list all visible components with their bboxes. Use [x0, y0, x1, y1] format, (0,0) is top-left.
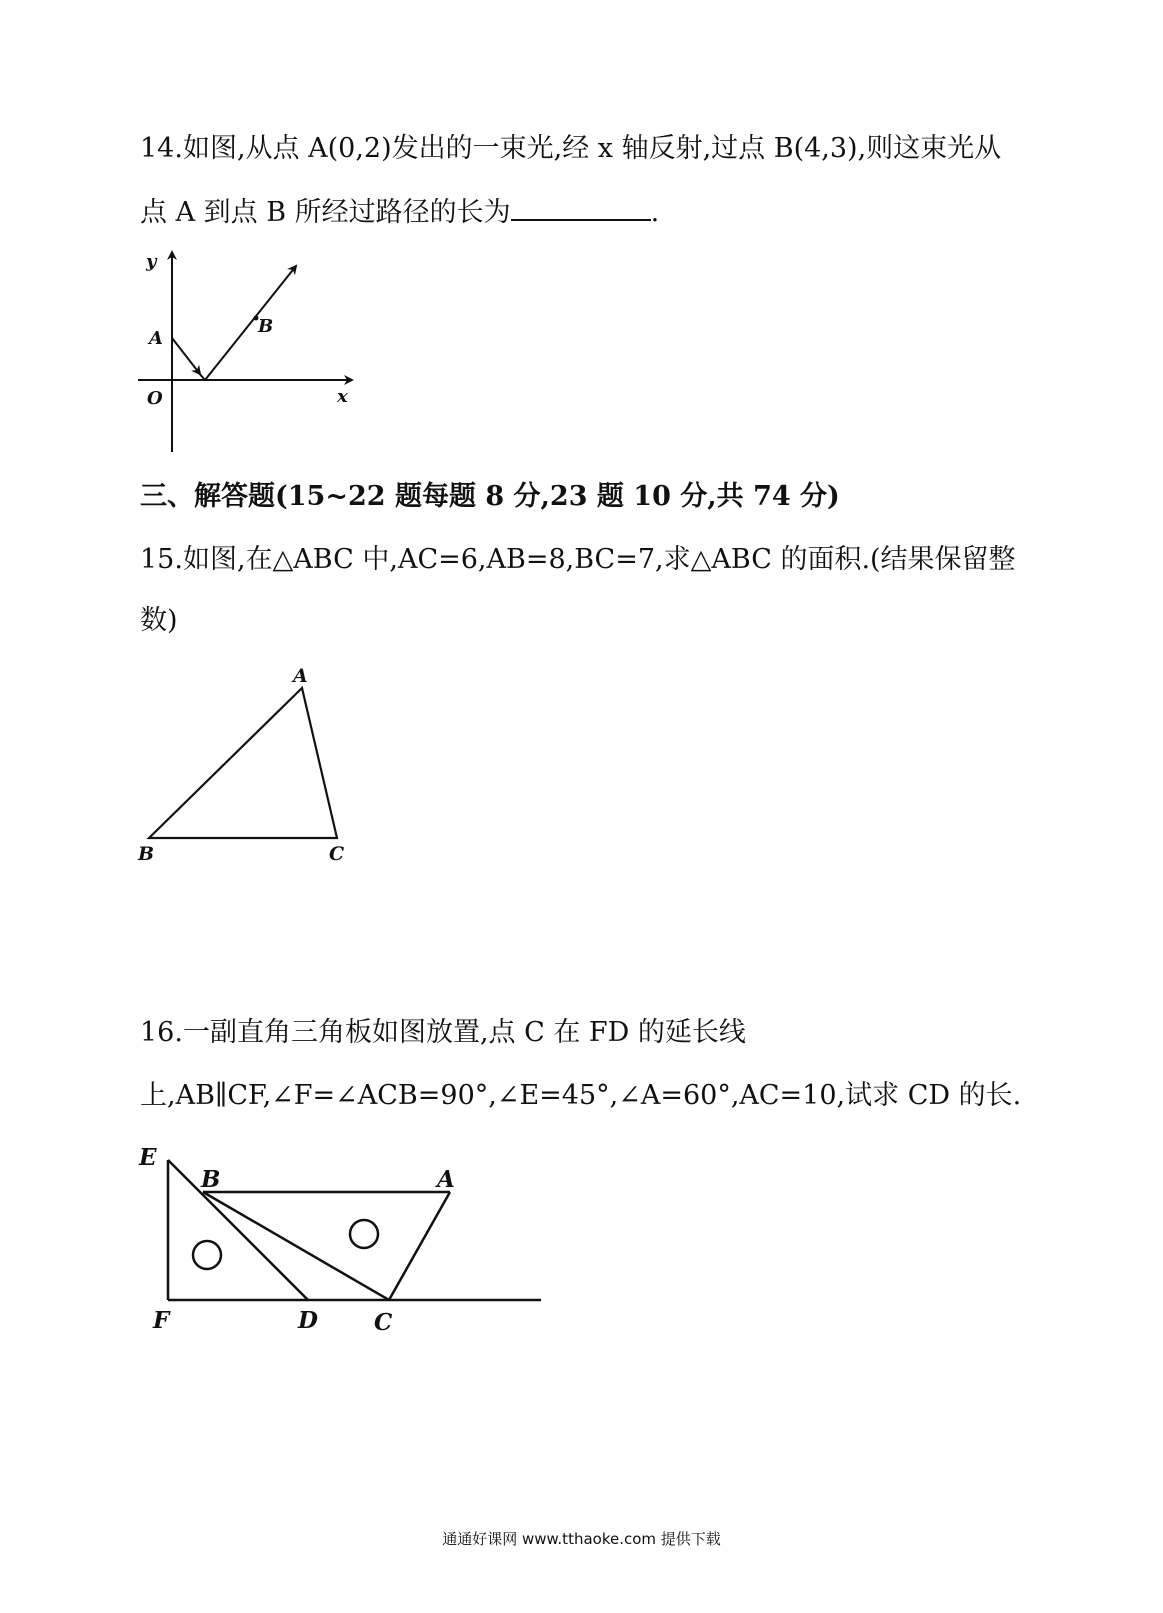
q15-label-a: A: [293, 665, 308, 687]
q16-label-c: C: [374, 1309, 393, 1336]
q14-text-line1: 14.如图,从点 A(0,2)发出的一束光,经 x 轴反射,过点 B(4,3),则这束光从: [140, 133, 1002, 164]
q16-label-b: B: [201, 1166, 221, 1193]
q16-label-f: F: [153, 1307, 170, 1334]
q14-label-y: y: [146, 251, 157, 272]
q16-segment-bc: [203, 1192, 389, 1300]
q16-text-line2: 上,AB∥CF,∠F=∠ACB=90°,∠E=45°,∠A=60°,AC=10,试求 CD 的长.: [140, 1080, 1022, 1111]
q14-label-o: O: [147, 388, 163, 409]
q14-label-x: x: [337, 386, 348, 407]
q14-text-line2-end: .: [650, 197, 660, 228]
q16-segment-ed: [168, 1160, 308, 1300]
q16-hole-right: [350, 1220, 378, 1248]
q15-text-line2: 数): [140, 605, 178, 636]
q15-label-b: B: [138, 843, 155, 865]
q16-segment-ac: [389, 1192, 450, 1300]
q14-label-b: B: [258, 316, 274, 337]
footer-credit: 通通好课网 www.tthaoke.com 提供下载: [442, 1530, 721, 1548]
q16-label-e: E: [139, 1144, 157, 1171]
q16-label-d: D: [298, 1307, 318, 1334]
q16-text-line1: 16.一副直角三角板如图放置,点 C 在 FD 的延长线: [140, 1017, 746, 1048]
q15-label-c: C: [329, 843, 345, 865]
q14-label-a: A: [149, 328, 163, 349]
q16-hole-left: [193, 1241, 221, 1269]
q14-text-line2-body: 点 A 到点 B 所经过路径的长为: [140, 197, 511, 228]
q15-text-line1: 15.如图,在△ABC 中,AC=6,AB=8,BC=7,求△ABC 的面积.(结果保留整: [140, 544, 1016, 575]
section-heading: 三、解答题(15~22 题每题 8 分,23 题 10 分,共 74 分): [140, 481, 840, 512]
q16-label-a: A: [437, 1166, 455, 1193]
